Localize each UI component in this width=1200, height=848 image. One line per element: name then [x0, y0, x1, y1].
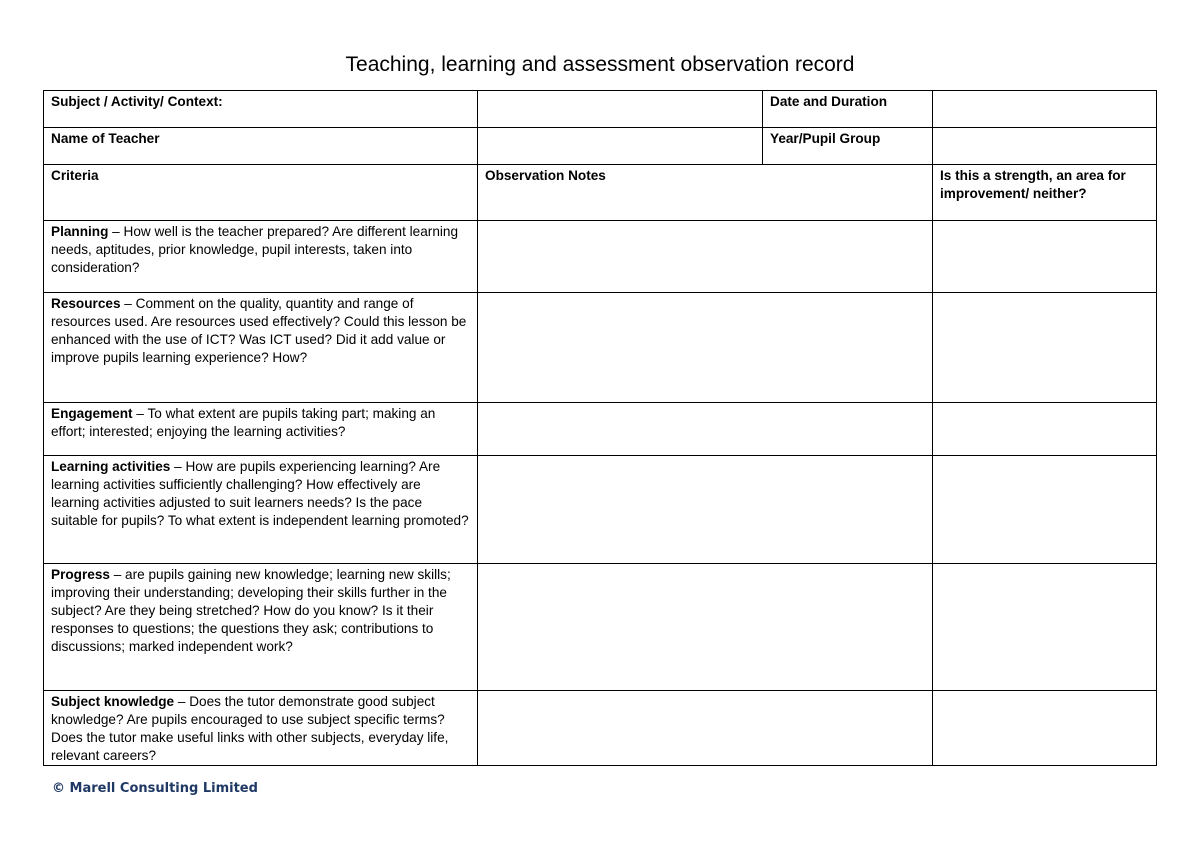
copyright-footer: © Marell Consulting Limited — [52, 781, 258, 796]
criteria-description: – To what extent are pupils taking part; making an effort; interested; enjoying the learning activities? — [51, 406, 436, 439]
observation-notes-field[interactable] — [478, 293, 933, 403]
criteria-name: Progress — [51, 567, 110, 582]
year-group-field[interactable] — [933, 128, 1157, 165]
criteria-row-planning — [44, 221, 1157, 293]
observation-notes-field[interactable] — [478, 221, 933, 293]
observation-notes-header: Observation Notes — [478, 165, 933, 221]
header-row-subject — [44, 91, 1157, 128]
criteria-name: Resources — [51, 296, 121, 311]
assessment-field[interactable] — [933, 403, 1157, 456]
criteria-cell — [44, 456, 478, 564]
criteria-cell — [44, 293, 478, 403]
assessment-field[interactable] — [933, 456, 1157, 564]
subject-field[interactable] — [478, 91, 763, 128]
criteria-description: – How well is the teacher prepared? Are different learning needs, aptitudes, prior knowledge, pupil interests, taken into consideration? — [51, 224, 459, 275]
criteria-cell — [44, 221, 478, 293]
assessment-field[interactable] — [933, 293, 1157, 403]
criteria-header: Criteria — [44, 165, 478, 221]
subject-label: Subject / Activity/ Context: — [44, 91, 478, 128]
criteria-row-progress — [44, 564, 1157, 691]
criteria-row-learning-activities — [44, 456, 1157, 564]
year-group-label: Year/Pupil Group — [763, 128, 933, 165]
criteria-description: – Does the tutor demonstrate good subject knowledge? Are pupils encouraged to use subject specific terms? Does the tutor make useful links with other subjects, everyday life, relevant careers? — [51, 694, 449, 763]
criteria-cell — [44, 403, 478, 456]
criteria-name: Learning activities — [51, 459, 171, 474]
date-duration-field[interactable] — [933, 91, 1157, 128]
criteria-description: – are pupils gaining new knowledge; learning new skills; improving their understanding; developing their skills further in the subject? Are they being stretched? How do you know? Is it their responses to questions; the questions they ask; contributions to discussions; marked independent work? — [51, 567, 451, 654]
observation-notes-field[interactable] — [478, 691, 933, 766]
criteria-cell — [44, 564, 478, 691]
criteria-row-engagement — [44, 403, 1157, 456]
observation-notes-field[interactable] — [478, 456, 933, 564]
criteria-name: Subject knowledge — [51, 694, 175, 709]
column-header-row — [44, 165, 1157, 221]
teacher-name-label: Name of Teacher — [44, 128, 478, 165]
date-duration-label: Date and Duration — [763, 91, 933, 128]
observation-notes-field[interactable] — [478, 403, 933, 456]
observation-table — [43, 90, 1157, 766]
criteria-row-resources — [44, 293, 1157, 403]
criteria-description: – Comment on the quality, quantity and range of resources used. Are resources used effectively? Could this lesson be enhanced with the use of ICT? Was ICT used? Did it add value or improve pupils learning experience? How? — [51, 296, 467, 365]
criteria-name: Engagement — [51, 406, 133, 421]
criteria-row-subject-knowledge — [44, 691, 1157, 766]
document-title: Teaching, learning and assessment observation record — [345, 53, 855, 76]
header-row-teacher — [44, 128, 1157, 165]
assessment-header: Is this a strength, an area for improvement/ neither? — [933, 165, 1157, 221]
criteria-name: Planning — [51, 224, 109, 239]
criteria-cell — [44, 691, 478, 766]
assessment-field[interactable] — [933, 564, 1157, 691]
assessment-field[interactable] — [933, 221, 1157, 293]
assessment-field[interactable] — [933, 691, 1157, 766]
teacher-name-field[interactable] — [478, 128, 763, 165]
criteria-description: – How are pupils experiencing learning? Are learning activities sufficiently challenging? How effectively are learning activities adjusted to suit learners needs? Is the pace suitable for pupils? To what extent is independent learning promoted? — [51, 459, 469, 528]
observation-notes-field[interactable] — [478, 564, 933, 691]
